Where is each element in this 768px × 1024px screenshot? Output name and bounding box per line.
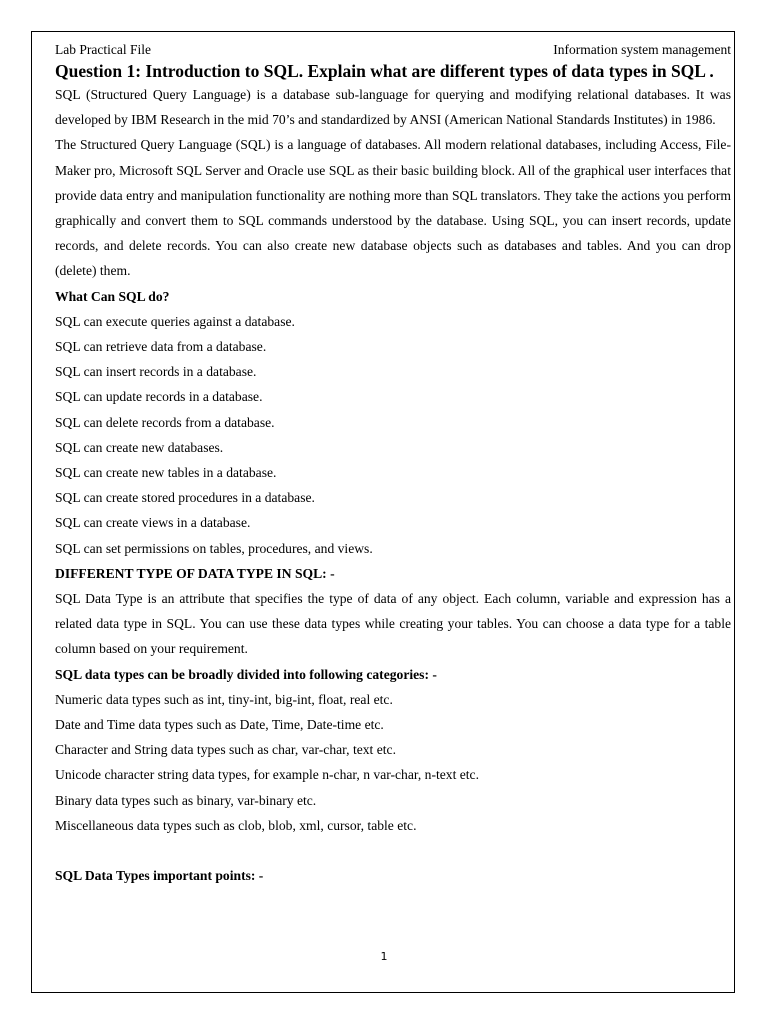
list-item: Unicode character string data types, for example n-char, n var-char, n-text etc. bbox=[55, 767, 479, 783]
important-points-heading: SQL Data Types important points: - bbox=[55, 868, 264, 884]
data-types-heading: DIFFERENT TYPE OF DATA TYPE IN SQL: - bbox=[55, 565, 335, 581]
page-header bbox=[55, 42, 731, 58]
list-item: SQL can delete records from a database. bbox=[55, 414, 275, 430]
page-content bbox=[55, 42, 731, 888]
list-item: SQL can create views in a database. bbox=[55, 515, 251, 531]
page-number: 1 bbox=[380, 950, 388, 963]
header-right: Information system management bbox=[553, 42, 731, 57]
categories-list bbox=[55, 687, 731, 838]
data-types-paragraph: SQL Data Type is an attribute that specifies the type of data of any object. Each column, variable and expression has a related data type in SQL. You can use these data types while creating your tables. You can choose a data type for a table column based on your requirement. bbox=[55, 591, 731, 657]
list-item: SQL can update records in a database. bbox=[55, 389, 263, 405]
categories-heading: SQL data types can be broadly divided into following categories: - bbox=[55, 666, 437, 682]
list-item: SQL can execute queries against a database. bbox=[55, 313, 295, 329]
list-item: SQL can insert records in a database. bbox=[55, 364, 257, 380]
list-item: Miscellaneous data types such as clob, blob, xml, cursor, table etc. bbox=[55, 817, 417, 833]
question-title: Question 1: Introduction to SQL. Explain what are different types of data types in SQL . bbox=[55, 61, 714, 81]
list-item: SQL can set permissions on tables, procedures, and views. bbox=[55, 540, 373, 556]
list-item: Date and Time data types such as Date, Time, Date-time etc. bbox=[55, 717, 384, 733]
header-left: Lab Practical File bbox=[55, 42, 151, 57]
list-item: SQL can create stored procedures in a database. bbox=[55, 490, 315, 506]
what-can-list bbox=[55, 309, 731, 561]
list-item: SQL can create new tables in a database. bbox=[55, 465, 277, 481]
intro-paragraph-2: The Structured Query Language (SQL) is a language of databases. All modern relational databases, including Access, File-Maker pro, Microsoft SQL Server and Oracle use SQL as their basic building block. All of the graphical user interfaces that provide data entry and manipulation functionality are nothing more than SQL translators. They take the actions you perform graphically and convert them to SQL commands understood by the database. Using SQL, you can insert records, update records, and delete records. You can also create new database objects such as databases and tables. And you can drop (delete) them. bbox=[55, 137, 731, 279]
what-can-heading: What Can SQL do? bbox=[55, 288, 170, 304]
list-item: Binary data types such as binary, var-binary etc. bbox=[55, 792, 317, 808]
list-item: SQL can retrieve data from a database. bbox=[55, 339, 267, 355]
list-item: Character and String data types such as char, var-char, text etc. bbox=[55, 742, 396, 758]
list-item: SQL can create new databases. bbox=[55, 439, 224, 455]
spacer bbox=[55, 838, 731, 863]
intro-paragraph-1: SQL (Structured Query Language) is a database sub-language for querying and modifying relational databases. It was developed by IBM Research in the mid 70’s and standardized by ANSI (American National Standards Institutes) in 1986. bbox=[55, 87, 731, 128]
list-item: Numeric data types such as int, tiny-int, big-int, float, real etc. bbox=[55, 691, 393, 707]
